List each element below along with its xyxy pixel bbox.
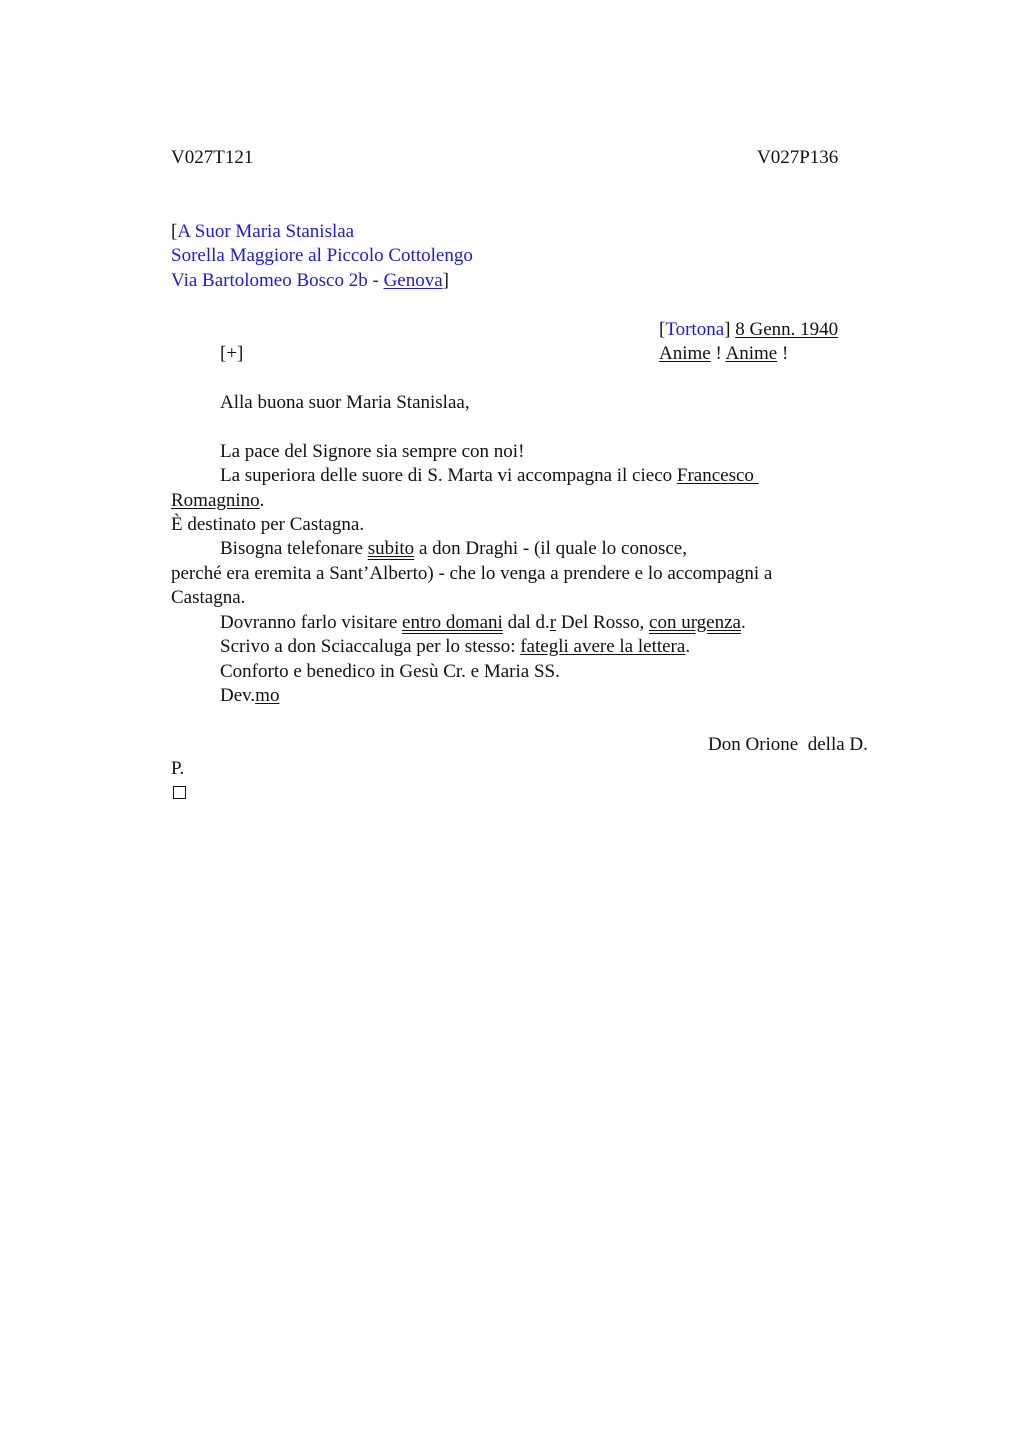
- body-line-peace: La pace del Signore sia sempre con noi!: [220, 441, 525, 462]
- body-line-destinato: È destinato per Castagna.: [171, 514, 365, 535]
- body-con-urgenza: con urgenza: [649, 612, 741, 633]
- body-name-first: Francesco: [676, 465, 759, 486]
- body-superiora-text: La superiora delle suore di S. Marta vi accompagna il cieco: [220, 465, 677, 486]
- body-line-castagna: Castagna.: [171, 587, 246, 608]
- empty-box-symbol: [173, 786, 186, 799]
- motto-separator-1: !: [710, 343, 726, 364]
- address-line-1: [171, 220, 354, 244]
- signature: Don Orione della D.: [708, 734, 868, 755]
- body-line-conforto: Conforto e benedico in Gesù Cr. e Maria SS.: [220, 661, 560, 682]
- body-fategli: fategli avere la lettera: [520, 636, 686, 657]
- salutation: Alla buona suor Maria Stanislaa,: [220, 392, 470, 413]
- body-name-period: .: [259, 490, 265, 511]
- dateline-close-bracket: ]: [724, 319, 731, 340]
- motto: [659, 342, 788, 366]
- body-name-last: Romagnino: [171, 490, 260, 511]
- body-telefonare-rest: a don Draghi - (il quale lo conosce,: [414, 538, 687, 559]
- dateline: [659, 318, 838, 342]
- body-line-name-cont: [171, 489, 264, 513]
- address-line-2: Sorella Maggiore al Piccolo Cottolengo: [171, 245, 473, 266]
- body-scrivo-start: Scrivo a don Sciaccaluga per lo stesso:: [220, 636, 521, 657]
- dateline-date: 8 Genn. 1940: [735, 319, 839, 340]
- body-scrivo-end: .: [685, 636, 691, 657]
- body-dev: Dev.: [220, 685, 256, 706]
- body-line-devmo: [220, 684, 279, 708]
- address-street: Via Bartolomeo Bosco 2b -: [171, 270, 384, 291]
- body-line-eremita: perché era eremita a Sant’Alberto) - che lo venga a prendere e lo accompagni a: [171, 563, 773, 584]
- motto-word-1: Anime: [659, 343, 711, 364]
- address-close-bracket: ]: [442, 270, 449, 291]
- signature-continuation: P.: [171, 758, 185, 779]
- body-telefonare-start: Bisogna telefonare: [220, 538, 368, 559]
- body-line-scrivo: [220, 635, 690, 659]
- body-mo: mo: [255, 685, 280, 706]
- address-line-3: [171, 269, 449, 293]
- address-open-bracket: [: [171, 221, 178, 242]
- body-line-superiora: [220, 464, 759, 488]
- body-visitare-start: Dovranno farlo visitare: [220, 612, 403, 633]
- address-recipient: A Suor Maria Stanislaa: [177, 221, 355, 242]
- body-visitare-rosso: Del Rosso,: [556, 612, 650, 633]
- body-visitare-end: .: [740, 612, 746, 633]
- body-superscript-r: r: [549, 612, 557, 633]
- cross-mark: [+]: [220, 343, 244, 364]
- header-left-code: V027T121: [171, 147, 254, 168]
- dateline-open-bracket: [: [659, 319, 666, 340]
- address-city: Genova: [383, 270, 443, 291]
- dateline-place: Tortona: [665, 319, 725, 340]
- motto-separator-2: !: [777, 343, 789, 364]
- body-subito: subito: [367, 538, 415, 559]
- header-right-code: V027P136: [757, 147, 839, 168]
- body-entro-domani: entro domani: [402, 612, 503, 633]
- body-line-telefonare: [220, 537, 687, 561]
- motto-word-2: Anime: [725, 343, 778, 364]
- body-visitare-dal: dal d.: [502, 612, 550, 633]
- body-line-visitare: [220, 611, 746, 635]
